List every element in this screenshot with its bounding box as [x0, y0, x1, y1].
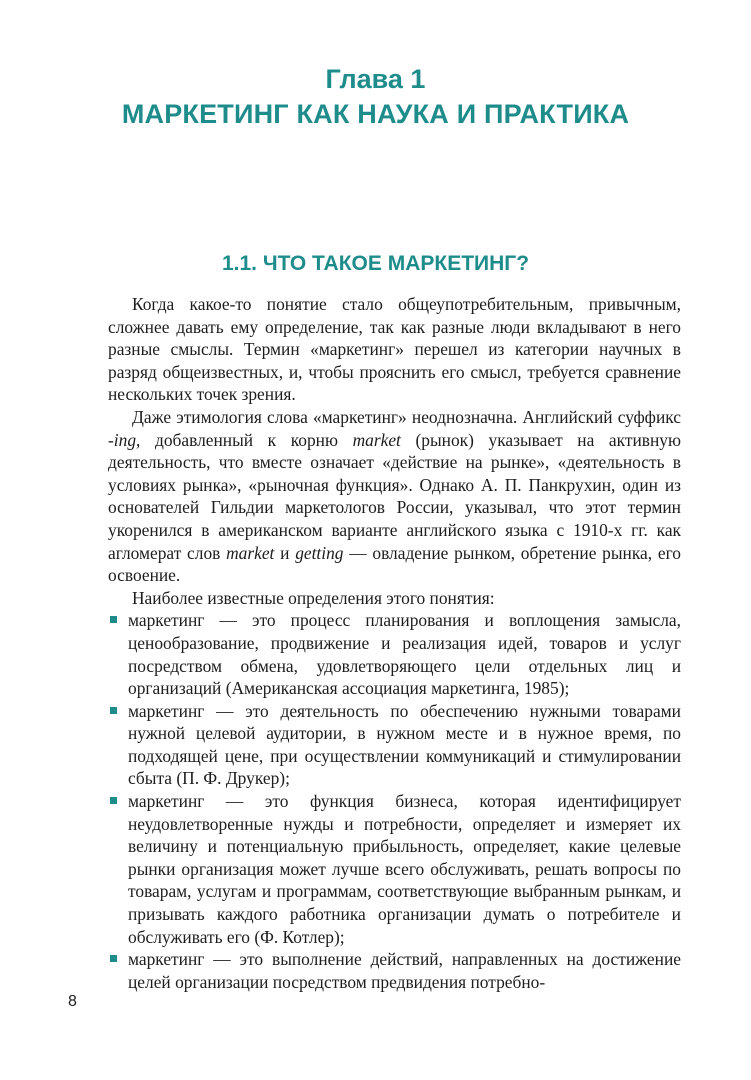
definitions-list	[108, 609, 681, 993]
square-bullet-icon	[110, 616, 117, 623]
list-item	[108, 609, 681, 699]
square-bullet-icon	[110, 707, 117, 714]
paragraph-intro-list: Наиболее известные определения этого понятия:	[132, 587, 495, 608]
list-item	[108, 700, 681, 790]
list-item	[108, 948, 681, 993]
list-item	[108, 790, 681, 948]
square-bullet-icon	[110, 797, 117, 804]
page-number: 8	[68, 993, 77, 1010]
chapter-heading	[0, 62, 751, 132]
chapter-number: Глава 1	[325, 64, 426, 94]
chapter-title: МАРКЕТИНГ КАК НАУКА И ПРАКТИКА	[121, 99, 630, 129]
square-bullet-icon	[110, 955, 117, 962]
list-item-text: маркетинг — это процесс планирования и воплощения замысла, ценообразование, продвижение и реализация идей, товаров и услуг посредством обмена, удовлетворяющего цели отдельных лиц и организаций (Американская ассоциация маркетинга, 1985);	[128, 610, 681, 699]
list-item-text: маркетинг — это деятельность по обеспечению нужными товарами нужной целевой аудитории, в нужном месте и в нужное время, по подходящей цене, при осуществлении коммуникаций и стимулировании сбыта (П. Ф. Друкер);	[128, 700, 681, 789]
list-item-text: маркетинг — это выполнение действий, направленных на достижение целей организации посредством предвидения потребно-	[128, 949, 681, 992]
section-title: 1.1. ЧТО ТАКОЕ МАРКЕТИНГ?	[221, 252, 530, 275]
paragraph-etymology: Даже этимология слова «маркетинг» неоднозначна. Английский суффикс -ing, добавленный к корню market (рынок) указывает на активную деятельность, что вместе означает «действие на рынке», «деятельность в условиях рынка», «рыночная функция». Однако А. П. Панкрухин, один из основателей Гильдии маркетологов России, указывал, что этот термин укоренился в американском варианте английского языка с 1910-х гг. как агломерат слов market и getting — овладение рынком, обретение рынка, его освоение.	[108, 406, 681, 586]
list-item-text: маркетинг — это функция бизнеса, которая идентифицирует неудовлетворенные нужды и потребности, определяет и измеряет их величину и потенциальную прибыльность, определяет, какие целевые рынки организация может лучше всего обслуживать, решать вопросы по товарам, услугам и программам, соответствующие выбранным рынкам, и призывать каждого работника организации думать о потребителе и обслуживать его (Ф. Котлер);	[128, 791, 681, 947]
paragraph: Когда какое-то понятие стало общеупотребительным, привычным, сложнее давать ему определение, так как разные люди вкладывают в него разные смыслы. Термин «маркетинг» перешел из категории научных в разряд общеизвестных, и, чтобы прояснить его смысл, требуется сравнение нескольких точек зрения.	[108, 294, 681, 405]
body-text	[108, 293, 681, 993]
